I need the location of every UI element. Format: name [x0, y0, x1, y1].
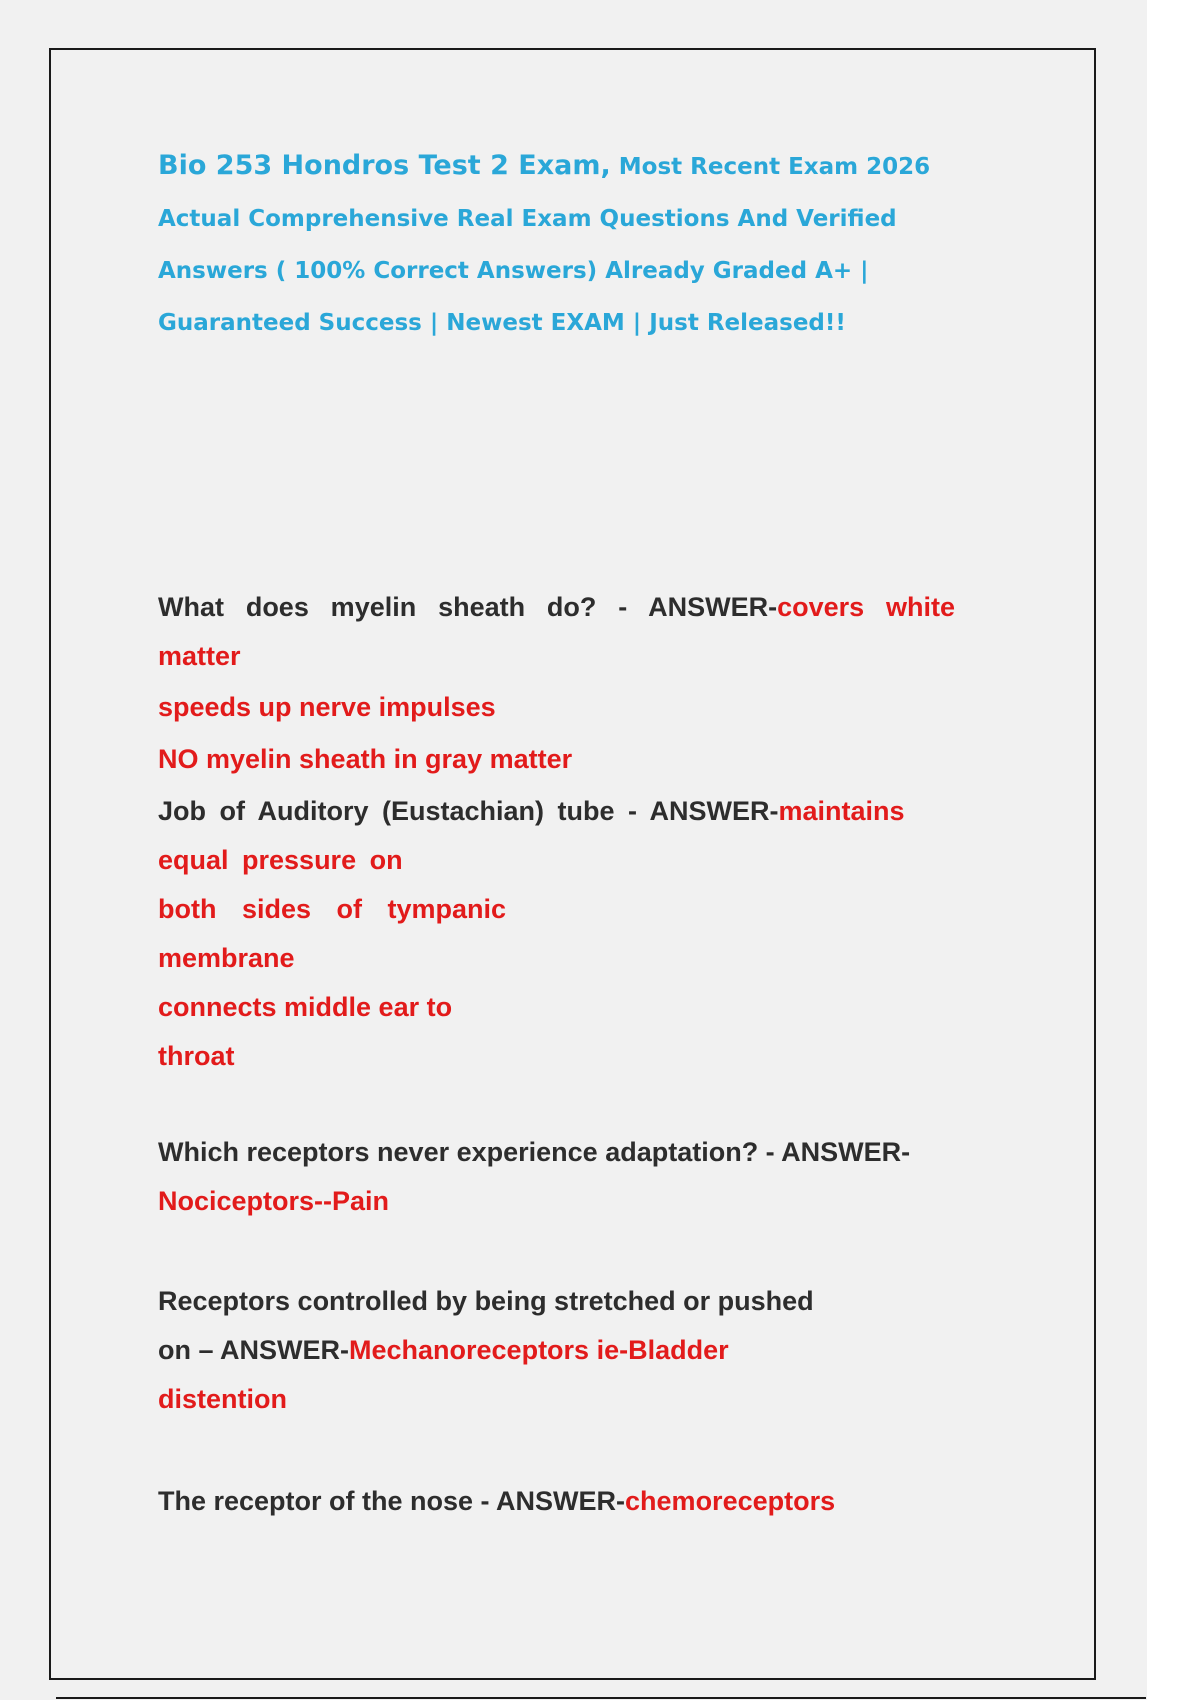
title-lead: Bio 253 Hondros Test 2 Exam, — [158, 150, 611, 181]
answer-line: membrane — [158, 943, 295, 973]
answer-text: covers white matter — [158, 592, 955, 671]
answer-line: NO myelin sheath in gray matter — [158, 744, 573, 774]
question-text: What does myelin sheath do? - ANSWER- — [158, 592, 778, 622]
qa-item-auditory-tube — [158, 787, 958, 1081]
bottom-rule — [56, 1697, 1146, 1699]
qa-item-nose-receptor — [158, 1477, 835, 1526]
document-title — [158, 140, 958, 349]
question-text: Receptors controlled by being stretched or pushed — [158, 1286, 814, 1316]
answer-text: maintains equal pressure on — [158, 796, 905, 875]
qa-question-line — [158, 583, 955, 681]
question-text: The receptor of the nose - ANSWER- — [158, 1486, 626, 1516]
qa-question-line — [158, 1326, 814, 1375]
answer-line: connects middle ear to — [158, 992, 453, 1022]
qa-item-nociceptors — [158, 1128, 910, 1226]
answer-text: Mechanoreceptors ie-Bladder — [349, 1335, 729, 1365]
answer-line: speeds up nerve impulses — [158, 692, 496, 722]
answer-line: throat — [158, 1041, 235, 1071]
answer-line: both sides of tympanic — [158, 894, 507, 924]
answer-text: chemoreceptors — [625, 1486, 836, 1516]
question-text: on – ANSWER- — [158, 1335, 349, 1365]
question-text: Which receptors never experience adaptation? - ANSWER- — [158, 1137, 911, 1167]
answer-line: distention — [158, 1384, 287, 1414]
qa-item-myelin — [158, 583, 955, 785]
qa-item-mechanoreceptors — [158, 1277, 814, 1424]
qa-question-line — [158, 787, 958, 885]
answer-text: Nociceptors--Pain — [158, 1186, 390, 1216]
title-rest: Most Recent Exam 2026 Actual Comprehensive Real Exam Questions And Verified Answers ( 100% Correct Answers) Already Graded A+ | Guaranteed Success | Newest EXAM | Just Released!! — [158, 154, 931, 336]
question-text: Job of Auditory (Eustachian) tube - ANSWER- — [158, 796, 779, 826]
